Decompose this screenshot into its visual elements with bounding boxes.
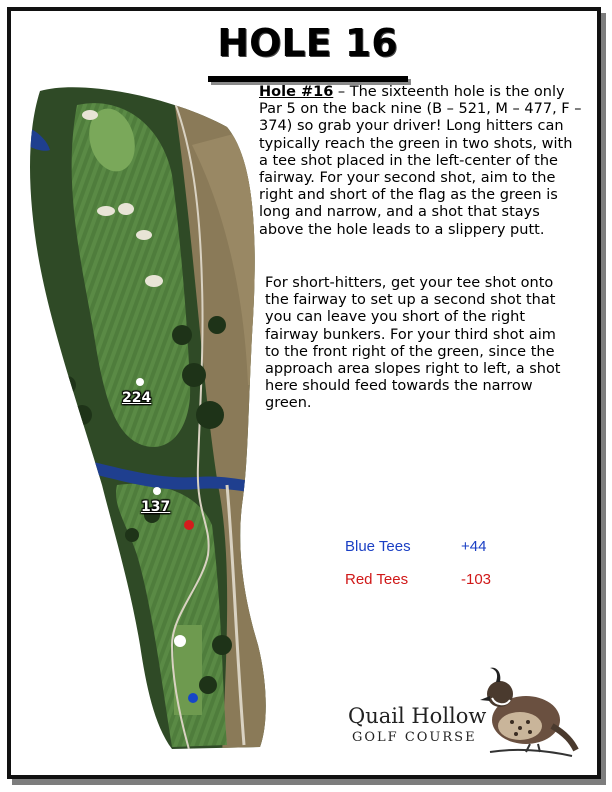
- title-block: [200, 20, 415, 76]
- blue-tee-marker: [188, 693, 198, 703]
- white-tee-marker: [174, 635, 186, 647]
- bunker: [145, 275, 163, 287]
- hole-description-lead: Hole #16: [259, 84, 334, 100]
- hole-description-paragraph-1: [259, 84, 585, 239]
- red-tee-marker: [184, 520, 194, 530]
- tee-score-red: -103: [461, 571, 492, 588]
- hole-description-text-1: – The sixteenth hole is the only Par 5 on the back nine (B – 521, M – 477, F – 374) so grab your driver! Long hitters can typically reach the green in two shots, with a tee shot placed in the left-center of the fairway. For your second shot, aim to the right and short of the flag as the green is long and narrow, and a shot that stays above the hole leads to a slippery putt.: [259, 84, 582, 238]
- tee-name-red: Red Tees: [345, 571, 409, 588]
- bunker: [97, 206, 115, 216]
- yardage-marker-224-dot: [136, 378, 144, 386]
- bunker: [136, 230, 152, 240]
- bunker: [82, 110, 98, 120]
- title-underline: [208, 76, 408, 82]
- hole-description-paragraph-2: For short-hitters, get your tee shot onto the fairway to set up a second shot that you can leave you short of the right fairway bunkers. For your third shot aim to the front right of the green, since the approach area slopes right to left, a shot here should feed towards the narrow green.: [265, 275, 561, 412]
- logo-name: Quail Hollow: [348, 704, 487, 728]
- quail-hollow-logo: [340, 660, 580, 760]
- bunker: [118, 203, 134, 215]
- tee-score-blue: +44: [461, 538, 487, 555]
- yardage-label-224: 224: [122, 390, 152, 406]
- aerial-map-svg: [22, 85, 267, 755]
- yardage-label-137: 137: [141, 499, 171, 515]
- logo-subtitle: GOLF COURSE: [352, 730, 477, 745]
- tee-name-blue: Blue Tees: [345, 538, 411, 555]
- hole-aerial-map: [22, 85, 267, 755]
- yardage-marker-137-dot: [153, 487, 161, 495]
- page-title: HOLE 16: [217, 21, 398, 65]
- fairway-lower: [116, 484, 227, 747]
